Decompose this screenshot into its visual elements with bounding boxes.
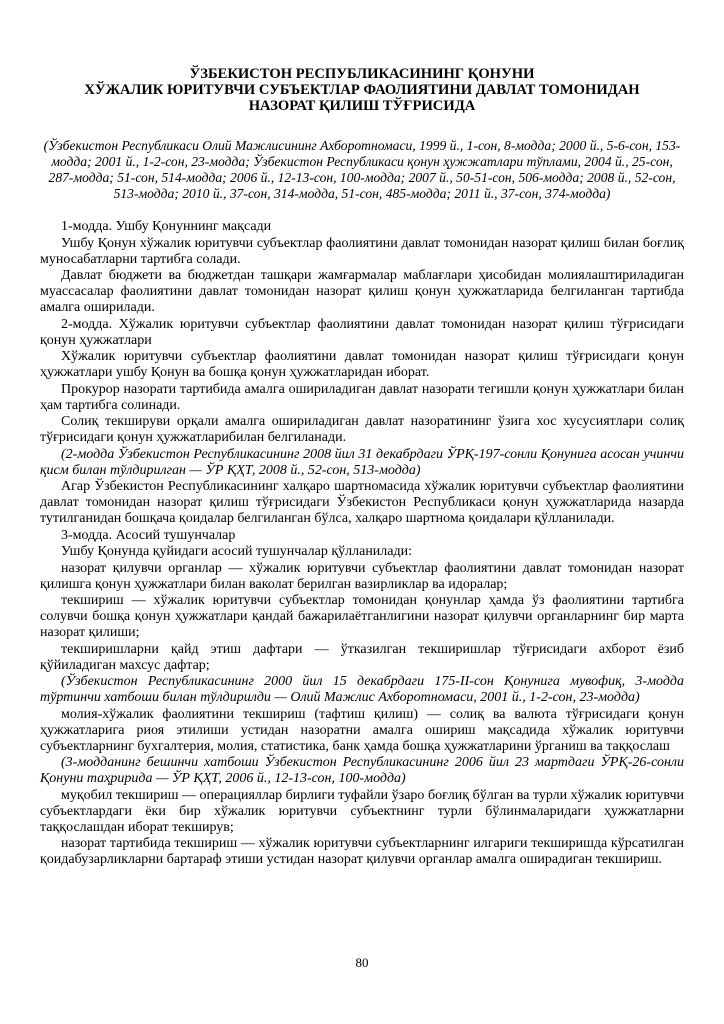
- paragraph: Ушбу Қонун хўжалик юритувчи субъектлар фаолиятини давлат томонидан назорат қилиш билан боғлиқ муносабатларни тартибга солади.: [40, 235, 684, 267]
- title-line-1: ЎЗБЕКИСТОН РЕСПУБЛИКАСИНИНГ ҚОНУНИ: [189, 66, 535, 82]
- paragraph: назорат тартибида текшириш — хўжалик юритувчи субъектларнинг илгариги текширишда кўрсатилган қоидабузарликларни бартараф этиши устидан назорат қилувчи органлар амалга оширадиган текшириш.: [40, 836, 684, 867]
- paragraph: текшириш — хўжалик юритувчи субъектлар томонидан қонунлар ҳамда ўз фаолиятини тартибга солувчи бошқа қонун ҳужжатлари қандай бажарилаётганлигини назорат қилувчи органларнинг бир марта назорат қилиши;: [40, 593, 684, 640]
- paragraph: Солиқ текшируви орқали амалга ошириладиган давлат назоратининг ўзига хос хусусиятлари солиқ тўғрисидаги қонун ҳужжатларибилан белгиланади.: [40, 414, 684, 445]
- document-body: [40, 219, 684, 869]
- paragraph: муқобил текшириш — операцияллар бирлиги туфайли ўзаро боғлиқ бўлган ва турли хўжалик юритувчи субъектлардаги ёки бир хўжалик юритувчи субъектнинг турли бўлинмаларидаги ҳужжатларни таққослашдан иборат текширув;: [40, 787, 684, 835]
- title-line-3: НАЗОРАТ ҚИЛИШ ТЎҒРИСИДА: [248, 98, 476, 114]
- paragraph: молия-хўжалик фаолиятини текшириш (тафтиш қилиш) — солиқ ва валюта тўғрисидаги қонун ҳужжатларига риоя этилиши устидан назоратни амалга ошириш мақсадида хўжалик юритувчи субъектларнинг бухгалтерия, молия, статистика, банк ҳамда бошқа ҳужжатларини ўрганиш ва таққослаш: [40, 706, 684, 754]
- amendment-note: (3-модданинг бешинчи хатбоши Ўзбекистон Республикасининг 2006 йил 23 мартдаги ЎРҚ-26-сонли Қонуни таҳририда — ЎР ҚҲТ, 2006 й., 12-13-сон, 100-модда): [40, 755, 684, 786]
- amendment-note: (Ўзбекистон Республикасининг 2000 йил 15 декабрдаги 175-II-сон Қонунига мувофиқ, 3-модда тўртинчи хатбоши билан тўлдирилди — Олий Мажлис Ахборотномаси, 2001 й., 1-2-сон, 23-модда): [40, 674, 684, 705]
- paragraph: Прокурор назорати тартибида амалга ошириладиган давлат назорати тегишли қонун ҳужжатлари билан ҳам тартибга солинади.: [40, 381, 684, 413]
- paragraph: Хўжалик юритувчи субъектлар фаолиятини давлат томонидан назорат қилиш тўғрисидаги қонун ҳужжатлари ушбу Қонун ва бошқа қонун ҳужжатларидан иборат.: [40, 349, 684, 380]
- page-number: 80: [355, 955, 369, 970]
- source-note: (Ўзбекистон Республикаси Олий Мажлисининг Ахборотномаси, 1999 й., 1-сон, 8-модда; 2000 й., 5-6-сон, 153-модда; 2001 й., 1-2-сон, 23-модда; Ўзбекистон Республикаси қонун ҳужжатлари тўплами, 2004 й., 25-сон, 287-модда; 51-сон, 514-модда; 2006 й., 12-13-сон, 100-модда; 2007 й., 50-51-сон, 506-модда; 2008 й., 52-сон, 513-модда; 2010 й., 37-сон, 314-модда, 51-сон, 485-модда; 2011 й., 37-сон, 374-модда): [43, 138, 681, 201]
- paragraph: Давлат бюджети ва бюджетдан ташқари жамғармалар маблағлари ҳисобидан молиялаштириладиган муассасалар фаолиятини давлат томонидан назорат қилиш қонун ҳужжатларида белгиланган тартибда амалга оширилади.: [40, 268, 684, 315]
- paragraph: назорат қилувчи органлар — хўжалик юритувчи субъектлар фаолиятини давлат томонидан назорат қилишга қонун ҳужжатлари билан ваколат берилган вазирликлар ва идоралар;: [40, 560, 684, 592]
- title-line-2: ХЎЖАЛИК ЮРИТУВЧИ СУБЪЕКТЛАР ФАОЛИЯТИНИ ДАВЛАТ ТОМОНИДАН: [84, 82, 640, 98]
- amendment-note: (2-модда Ўзбекистон Республикасининг 2008 йил 31 декабрдаги ЎРҚ-197-сонли Қонунига асосан учинчи қисм билан тўлдирилган — ЎР ҚҲТ, 2008 й., 52-сон, 513-модда): [40, 446, 684, 478]
- article-3-heading: 3-модда. Асосий тушунчалар: [61, 527, 236, 543]
- paragraph: текширишларни қайд этиш дафтари — ўтказилган текширишлар тўғрисидаги ахборот ёзиб қўйиладиган махсус дафтар;: [40, 641, 684, 673]
- article-2-heading: 2-модда. Хўжалик юритувчи субъектлар фаолиятини давлат томонидан назорат қилиш тўғрисидаги қонун ҳужжатлари: [40, 316, 684, 348]
- law-title: [40, 66, 684, 114]
- article-1-heading: 1-модда. Ушбу Қонуннинг мақсади: [61, 219, 272, 234]
- paragraph: Ушбу Қонунда қуйидаги асосий тушунчалар қўлланилади:: [61, 544, 413, 559]
- paragraph: Агар Ўзбекистон Республикасининг халқаро шартномасида хўжалик юритувчи субъектлар фаолиятини давлат томонидан назорат қилиш тўғрисидаги Ўзбекистон Республикаси қонун ҳужжатларида назарда тутилганидан бошқача қоидалар белгиланган бўлса, халқаро шартнома қоидалари қўлланилади.: [40, 479, 684, 526]
